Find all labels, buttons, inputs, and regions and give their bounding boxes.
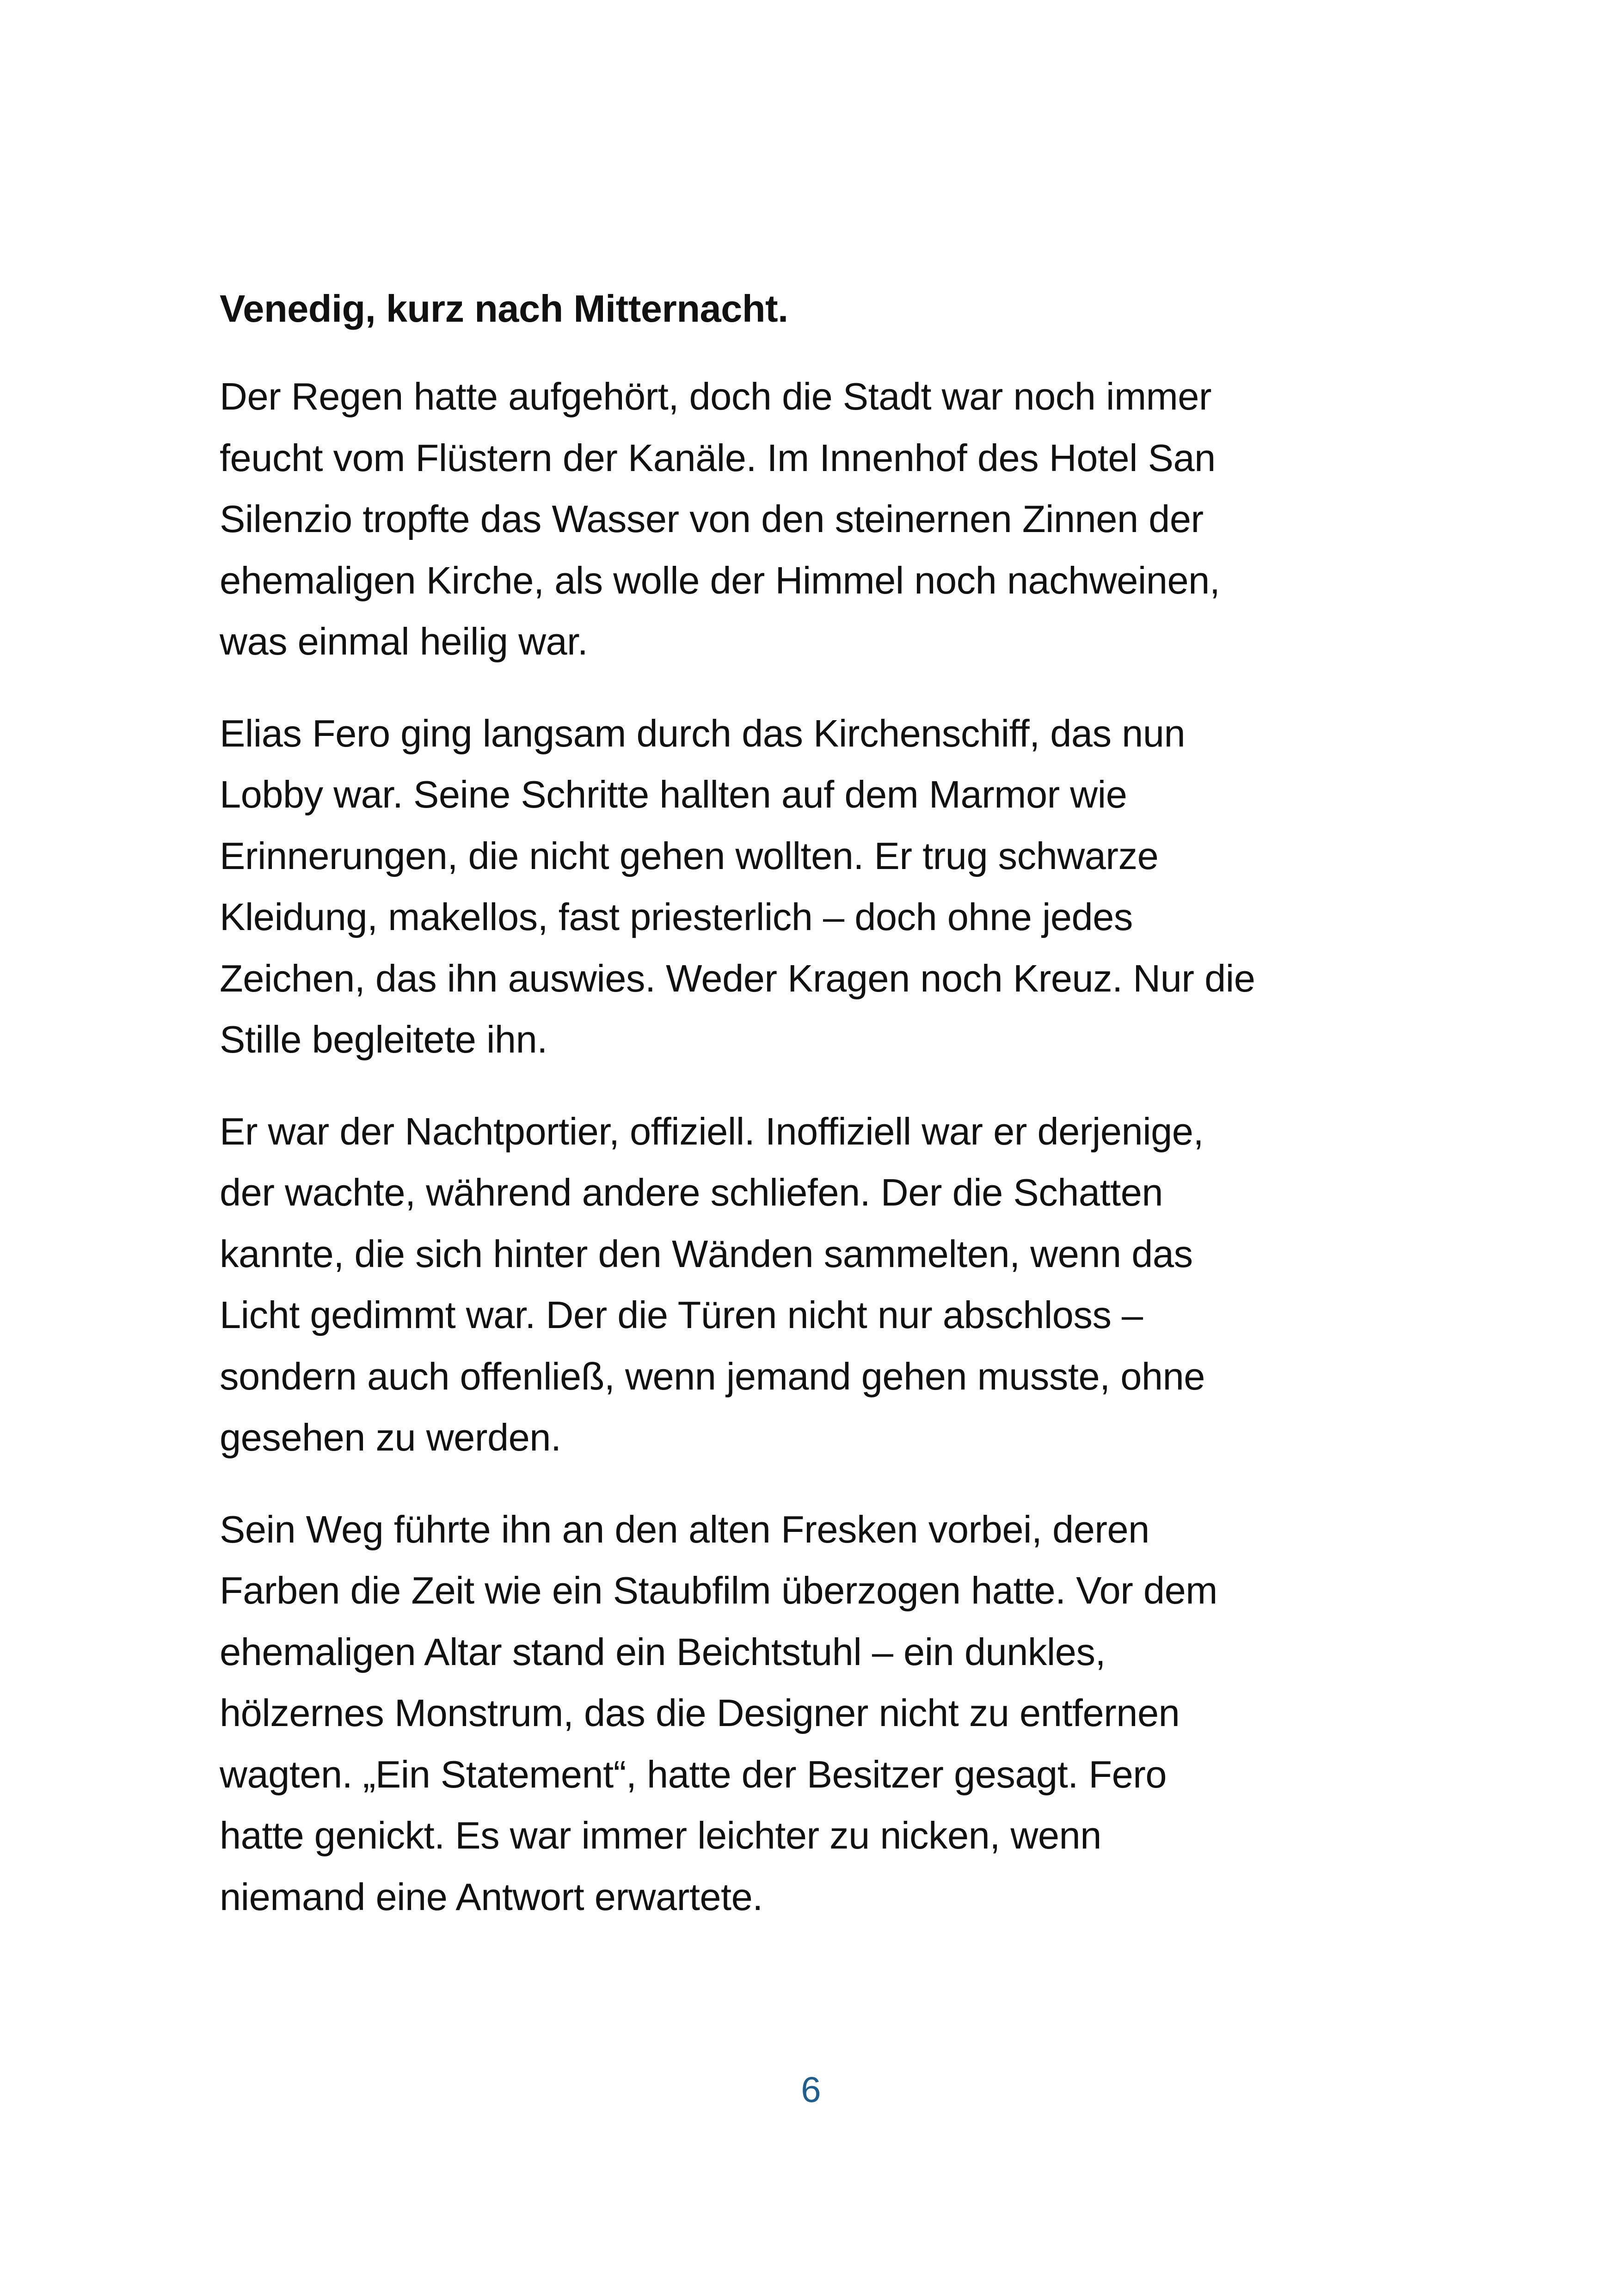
text-line: hatte genickt. Es war immer leichter zu nicken, wenn <box>220 1814 1101 1857</box>
text-line: ehemaligen Kirche, als wolle der Himmel noch nachweinen, <box>220 558 1220 602</box>
page-number: 6 <box>801 2069 821 2110</box>
paragraph-3 <box>220 1101 1403 1469</box>
text-line: Stille begleitete ihn. <box>220 1018 547 1061</box>
text-line: Er war der Nachtportier, offiziell. Inoffiziell war er derjenige, <box>220 1109 1204 1153</box>
text-line: kannte, die sich hinter den Wänden sammelten, wenn das <box>220 1232 1193 1275</box>
text-line: gesehen zu werden. <box>220 1416 561 1459</box>
text-line: Elias Fero ging langsam durch das Kirchenschiff, das nun <box>220 711 1186 755</box>
text-line: Kleidung, makellos, fast priesterlich – doch ohne jedes <box>220 895 1133 938</box>
paragraph-1 <box>220 366 1403 673</box>
text-line: wagten. „Ein Statement“, hatte der Besitzer gesagt. Fero <box>220 1752 1167 1796</box>
text-line: ehemaligen Altar stand ein Beichtstuhl – ein dunkles, <box>220 1630 1106 1673</box>
text-line: niemand eine Antwort erwartete. <box>220 1875 763 1918</box>
text-line: feucht vom Flüstern der Kanäle. Im Innenhof des Hotel San <box>220 436 1216 479</box>
body-text <box>220 278 1403 1958</box>
text-line: Sein Weg führte ihn an den alten Fresken vorbei, deren <box>220 1507 1149 1551</box>
text-line: Silenzio tropfte das Wasser von den steinernen Zinnen der <box>220 497 1204 540</box>
text-line: was einmal heilig war. <box>220 620 588 663</box>
text-line: der wachte, während andere schliefen. Der die Schatten <box>220 1171 1163 1214</box>
text-line: Lobby war. Seine Schritte hallten auf dem Marmor wie <box>220 773 1127 816</box>
text-line: sondern auch offenließ, wenn jemand gehen musste, ohne <box>220 1354 1205 1398</box>
text-line: Erinnerungen, die nicht gehen wollten. Er trug schwarze <box>220 834 1159 877</box>
text-line: Zeichen, das ihn auswies. Weder Kragen noch Kreuz. Nur die <box>220 956 1255 1000</box>
paragraph-2 <box>220 703 1403 1071</box>
text-line: Farben die Zeit wie ein Staubfilm überzogen hatte. Vor dem <box>220 1569 1217 1612</box>
section-heading: Venedig, kurz nach Mitternacht. <box>220 287 788 330</box>
paragraph-4 <box>220 1499 1403 1928</box>
text-line: Licht gedimmt war. Der die Türen nicht nur abschloss – <box>220 1293 1143 1336</box>
text-line: hölzernes Monstrum, das die Designer nicht zu entfernen <box>220 1691 1180 1734</box>
text-line: Der Regen hatte aufgehört, doch die Stadt war noch immer <box>220 375 1212 418</box>
